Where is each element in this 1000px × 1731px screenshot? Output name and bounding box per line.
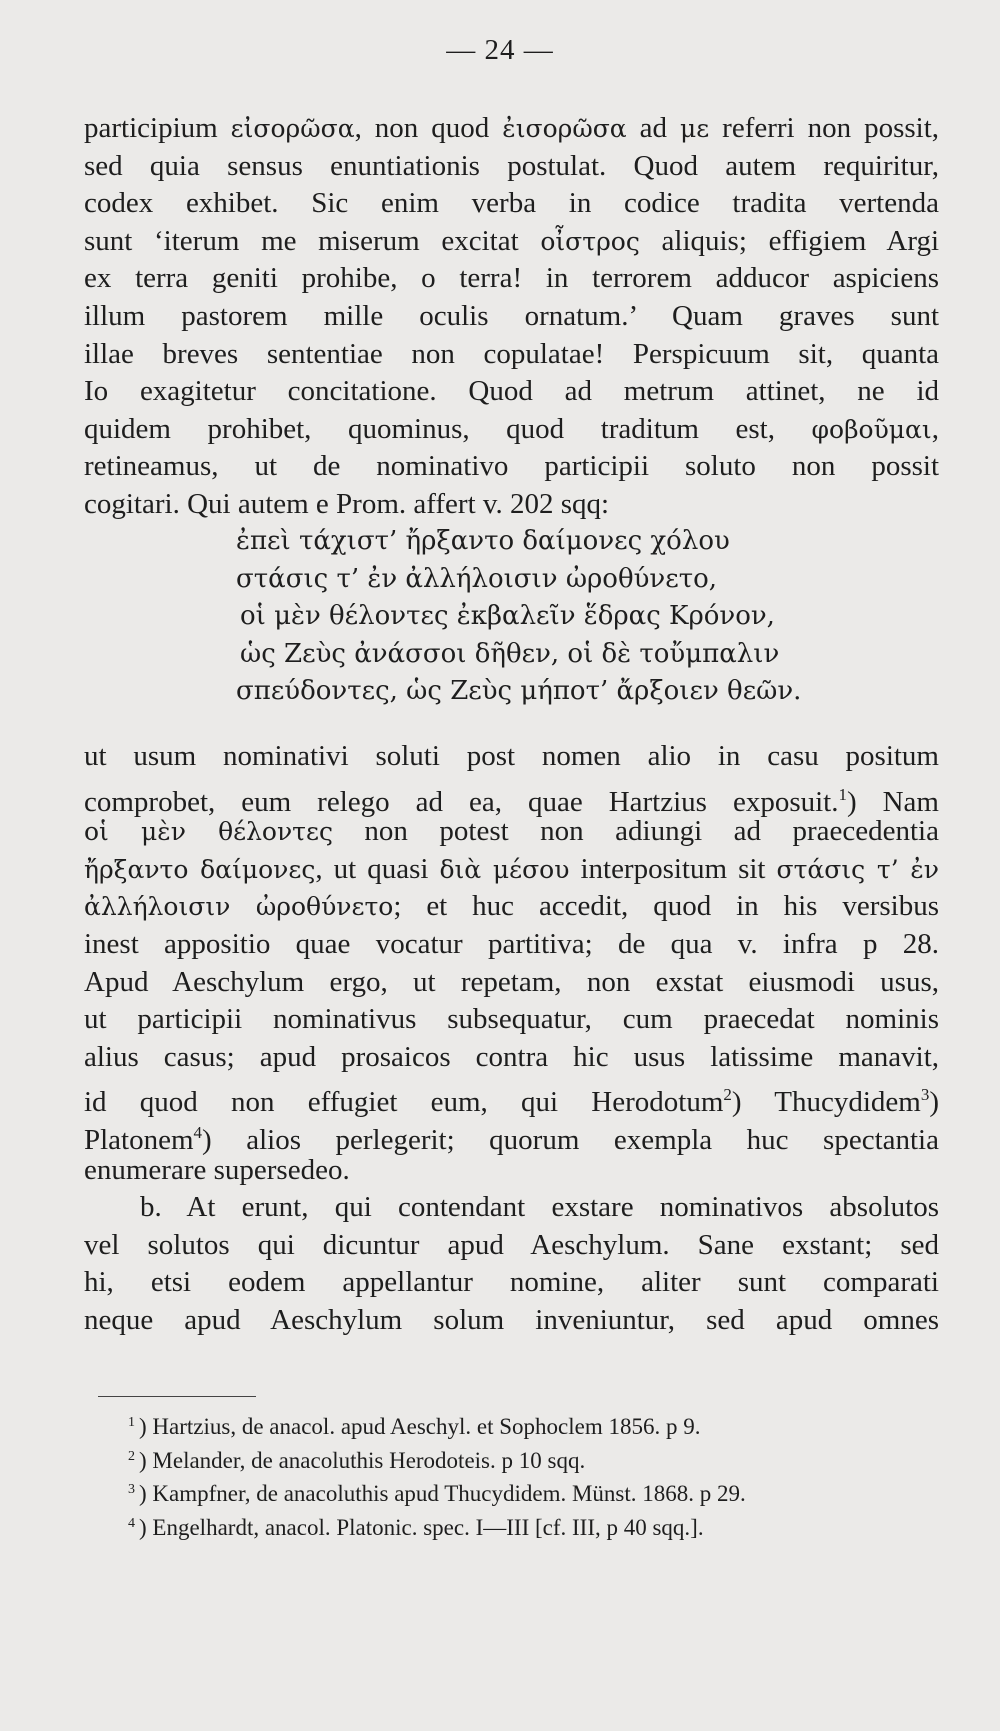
text-line: retineamus, ut de nominativo participii soluto non possit (84, 450, 939, 483)
verse-line: οἱ μὲν θέλοντες ἐκβαλεῖν ἕδρας Κρόνον, (240, 601, 775, 632)
text-line: inest appositio quae vocatur partitiva; de qua v. infra p 28. (84, 927, 939, 960)
greek-verse-quote (236, 523, 801, 711)
paragraph-1 (84, 110, 939, 524)
footnote: $^4$ ) Engelhardt, anacol. Platonic. spec. I—III [cf. III, p 40 sqq.]. (128, 1514, 704, 1540)
text-line: codex exhibet. Sic enim verba in codice tradita vertenda (84, 187, 939, 220)
footnote-divider (98, 1396, 256, 1397)
text-line: ἤρξαντο δαίμονες, ut quasi διὰ μέσου interpositum sit στάσις τ’ ἐν (84, 852, 940, 885)
verse-line: στάσις τ’ ἐν ἀλλήλοισιν ὠροθύνετο, (236, 563, 717, 594)
text-line: ut usum nominativi soluti post nomen alio in casu positum (84, 740, 939, 772)
verse-line: ἐπεὶ τάχιστ’ ἤρξαντο δαίμονες χόλου (236, 526, 730, 556)
text-line: id quod non effugiet eum, qui Herodotum$^2$) Thucydidem$^3$) (84, 1085, 939, 1119)
text-line: Platonem$^4$) alios perlegerit; quorum exempla huc spectantia (84, 1122, 939, 1156)
verse-line: ὡς Ζεὺς ἀνάσσοι δῆθεν, οἱ δὲ τοὔμπαλιν (240, 638, 780, 669)
footnote: $^1$ ) Hartzius, de anacol. apud Aeschyl. et Sophoclem 1856. p 9. (128, 1414, 701, 1439)
text-line: Io exagitetur concitatione. Quod ad metrum attinet, ne id (84, 375, 939, 408)
footnote-reference: 2 (723, 1085, 732, 1105)
footnote-mark: 1 (128, 1415, 135, 1430)
text-line: quidem prohibet, quominus, quod traditum est, φοβοῦμαι, (84, 412, 939, 445)
text-line: neque apud Aeschylum solum inveniuntur, sed apud omnes (84, 1303, 939, 1336)
footnote: $^2$ ) Melander, de anacoluthis Herodoteis. p 10 sqq. (128, 1447, 586, 1473)
text-line: Apud Aeschylum ergo, ut repetam, non exstat eiusmodi usus, (84, 965, 939, 998)
text-line: illae breves sententiae non copulatae! Perspicuum sit, quanta (84, 337, 939, 370)
text-line: illum pastorem mille oculis ornatum.’ Quam graves sunt (84, 299, 939, 332)
footnote-reference: 3 (920, 1085, 930, 1105)
text-line: alius casus; apud prosaicos contra hic usus latissime manavit, (84, 1040, 939, 1073)
text-line: b. At erunt, qui contendant exstare nominativos absolutos (140, 1191, 939, 1224)
text-line: sed quia sensus enuntiationis postulat. Quod autem requiritur, (84, 149, 939, 182)
footnote-reference: 1 (838, 784, 847, 804)
text-line: ut participii nominativus subsequatur, cum praecedat nominis (84, 1003, 939, 1036)
text-line: ex terra geniti prohibe, o terra! in terrorem adducor aspiciens (84, 262, 939, 295)
footnote-reference: 4 (193, 1122, 203, 1142)
text-line: enumerare supersedeo. (84, 1153, 350, 1186)
page-number: — 24 — (446, 34, 554, 66)
footnote-mark: 3 (128, 1482, 135, 1497)
footnote-mark: 4 (128, 1515, 135, 1531)
text-line: sunt ‘iterum me miserum excitat οἶστρος aliquis; effigiem Argi (84, 224, 940, 257)
footnotes (128, 1406, 940, 1540)
text-line: comprobet, eum relego ad ea, quae Hartzius exposuit.$^1$) Nam (84, 784, 939, 818)
text-line: cogitari. Qui autem e Prom. affert v. 202 sqq: (84, 487, 610, 520)
paragraph-2 (84, 738, 939, 1340)
footnote: $^3$ ) Kampfner, de anacoluthis apud Thucydidem. Münst. 1868. p 29. (128, 1481, 746, 1506)
verse-line: σπεύδοντες, ὡς Ζεὺς μήποτ’ ἄρξοιεν θεῶν. (236, 676, 802, 707)
text-line: οἱ μὲν θέλοντες non potest non adiungi ad praecedentia (84, 815, 939, 848)
text-line: hi, etsi eodem appellantur nomine, aliter sunt comparati (84, 1266, 939, 1299)
footnote-mark: 2 (128, 1448, 135, 1464)
text-line: vel solutos qui dicuntur apud Aeschylum. Sane exstant; sed (84, 1228, 939, 1261)
text-line: participium εἰσορῶσα, non quod ἐισορῶσα ad με referri non possit, (84, 112, 940, 144)
text-line: ἀλλήλοισιν ὠροθύνετο; et huc accedit, quod in his versibus (84, 890, 939, 923)
